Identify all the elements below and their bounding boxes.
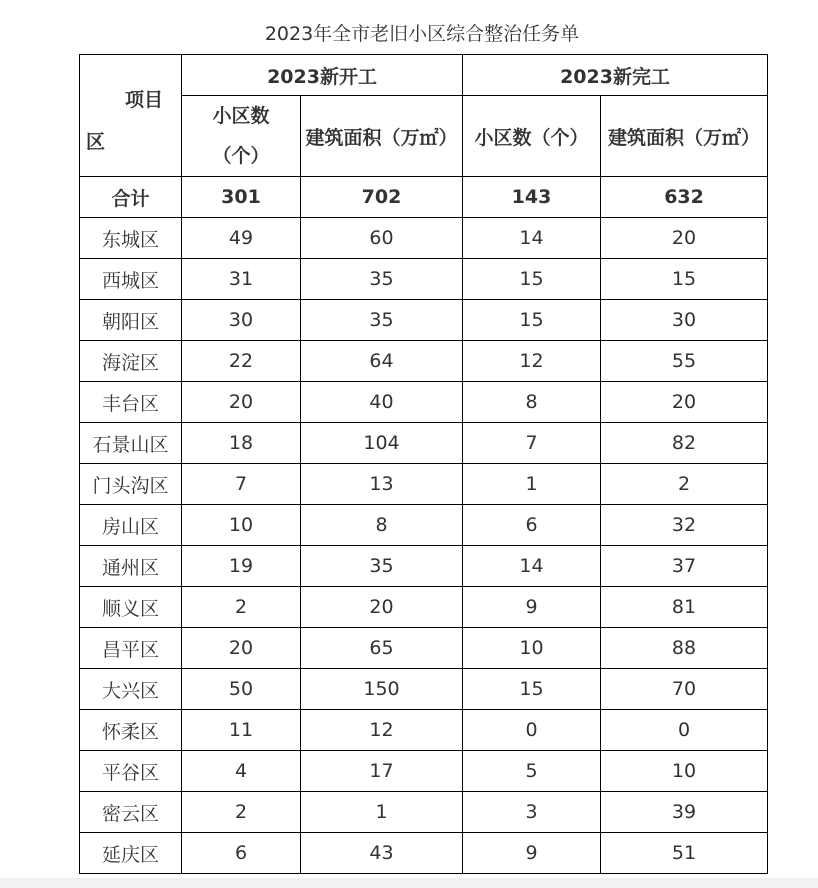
header-row-columns — [80, 96, 768, 177]
start-count-cell: 4 — [182, 751, 301, 792]
task-table — [79, 54, 768, 874]
district-cell: 东城区 — [80, 218, 182, 259]
complete-count-cell: 10 — [463, 628, 601, 669]
page-title: 2023年全市老旧小区综合整治任务单 — [264, 23, 580, 45]
start-count-cell: 30 — [182, 300, 301, 341]
complete-count-cell: 7 — [463, 423, 601, 464]
start-area-cell: 150 — [301, 669, 463, 710]
table-row — [80, 628, 768, 669]
total-complete-area: 632 — [601, 177, 768, 218]
table-row — [80, 423, 768, 464]
col-header-complete-count: 小区数（个） — [463, 96, 601, 177]
start-count-cell: 20 — [182, 628, 301, 669]
start-area-cell: 104 — [301, 423, 463, 464]
total-start-area: 702 — [301, 177, 463, 218]
col-header-start-count: 小区数（个） — [182, 96, 301, 177]
complete-count-cell: 14 — [463, 218, 601, 259]
district-cell: 西城区 — [80, 259, 182, 300]
complete-area-cell: 81 — [601, 587, 768, 628]
start-area-cell: 60 — [301, 218, 463, 259]
complete-count-cell: 15 — [463, 300, 601, 341]
district-cell: 大兴区 — [80, 669, 182, 710]
table-row — [80, 382, 768, 423]
district-cell: 石景山区 — [80, 423, 182, 464]
complete-area-cell: 30 — [601, 300, 768, 341]
table-row — [80, 341, 768, 382]
complete-count-cell: 0 — [463, 710, 601, 751]
complete-area-cell: 20 — [601, 382, 768, 423]
district-cell: 昌平区 — [80, 628, 182, 669]
start-count-cell: 11 — [182, 710, 301, 751]
complete-count-cell: 14 — [463, 546, 601, 587]
col-header-start-area: 建筑面积（万㎡） — [301, 96, 463, 177]
bottom-divider — [0, 878, 818, 888]
total-row — [80, 177, 768, 218]
start-area-cell: 43 — [301, 833, 463, 874]
start-area-cell: 1 — [301, 792, 463, 833]
complete-area-cell: 32 — [601, 505, 768, 546]
complete-area-cell: 20 — [601, 218, 768, 259]
table-row — [80, 710, 768, 751]
total-complete-count: 143 — [463, 177, 601, 218]
start-area-cell: 17 — [301, 751, 463, 792]
district-cell: 海淀区 — [80, 341, 182, 382]
start-count-cell: 2 — [182, 587, 301, 628]
start-count-cell: 2 — [182, 792, 301, 833]
district-cell: 平谷区 — [80, 751, 182, 792]
start-area-cell: 20 — [301, 587, 463, 628]
complete-area-cell: 51 — [601, 833, 768, 874]
start-count-cell: 22 — [182, 341, 301, 382]
start-area-cell: 8 — [301, 505, 463, 546]
complete-count-cell: 6 — [463, 505, 601, 546]
start-area-cell: 65 — [301, 628, 463, 669]
col-header-complete-area: 建筑面积（万㎡） — [601, 96, 768, 177]
header-row-groups — [80, 55, 768, 96]
complete-count-cell: 1 — [463, 464, 601, 505]
table-row — [80, 792, 768, 833]
table-row — [80, 218, 768, 259]
complete-area-cell: 55 — [601, 341, 768, 382]
complete-area-cell: 15 — [601, 259, 768, 300]
complete-area-cell: 70 — [601, 669, 768, 710]
start-area-cell: 12 — [301, 710, 463, 751]
start-count-cell: 6 — [182, 833, 301, 874]
table-row — [80, 300, 768, 341]
corner-header-district: 区 — [86, 131, 106, 153]
district-cell: 丰台区 — [80, 382, 182, 423]
table-row — [80, 505, 768, 546]
start-count-cell: 7 — [182, 464, 301, 505]
start-count-cell: 19 — [182, 546, 301, 587]
complete-count-cell: 15 — [463, 669, 601, 710]
complete-area-cell: 88 — [601, 628, 768, 669]
start-count-cell: 50 — [182, 669, 301, 710]
complete-count-cell: 15 — [463, 259, 601, 300]
complete-area-cell: 37 — [601, 546, 768, 587]
start-area-cell: 13 — [301, 464, 463, 505]
start-area-cell: 35 — [301, 259, 463, 300]
table-row — [80, 546, 768, 587]
start-count-cell: 10 — [182, 505, 301, 546]
start-area-cell: 35 — [301, 546, 463, 587]
complete-area-cell: 10 — [601, 751, 768, 792]
start-count-cell: 49 — [182, 218, 301, 259]
complete-count-cell: 5 — [463, 751, 601, 792]
complete-count-cell: 9 — [463, 833, 601, 874]
complete-count-cell: 8 — [463, 382, 601, 423]
start-area-cell: 40 — [301, 382, 463, 423]
complete-count-cell: 9 — [463, 587, 601, 628]
complete-area-cell: 2 — [601, 464, 768, 505]
district-cell: 延庆区 — [80, 833, 182, 874]
district-cell: 房山区 — [80, 505, 182, 546]
district-cell: 朝阳区 — [80, 300, 182, 341]
table-row — [80, 751, 768, 792]
district-cell: 顺义区 — [80, 587, 182, 628]
district-cell: 门头沟区 — [80, 464, 182, 505]
start-count-cell: 31 — [182, 259, 301, 300]
total-label: 合计 — [80, 177, 182, 218]
corner-header-item: 项目 — [124, 89, 163, 111]
start-count-cell: 20 — [182, 382, 301, 423]
district-cell: 密云区 — [80, 792, 182, 833]
complete-area-cell: 39 — [601, 792, 768, 833]
complete-area-cell: 82 — [601, 423, 768, 464]
start-area-cell: 35 — [301, 300, 463, 341]
complete-count-cell: 12 — [463, 341, 601, 382]
start-count-cell: 18 — [182, 423, 301, 464]
table-row — [80, 833, 768, 874]
table-row — [80, 464, 768, 505]
start-area-cell: 64 — [301, 341, 463, 382]
district-cell: 怀柔区 — [80, 710, 182, 751]
total-start-count: 301 — [182, 177, 301, 218]
group-header-complete: 2023新完工 — [463, 55, 768, 96]
district-cell: 通州区 — [80, 546, 182, 587]
table-row — [80, 587, 768, 628]
corner-header-cell — [80, 55, 182, 177]
complete-area-cell: 0 — [601, 710, 768, 751]
table-row — [80, 259, 768, 300]
complete-count-cell: 3 — [463, 792, 601, 833]
table-row — [80, 669, 768, 710]
group-header-start: 2023新开工 — [182, 55, 463, 96]
